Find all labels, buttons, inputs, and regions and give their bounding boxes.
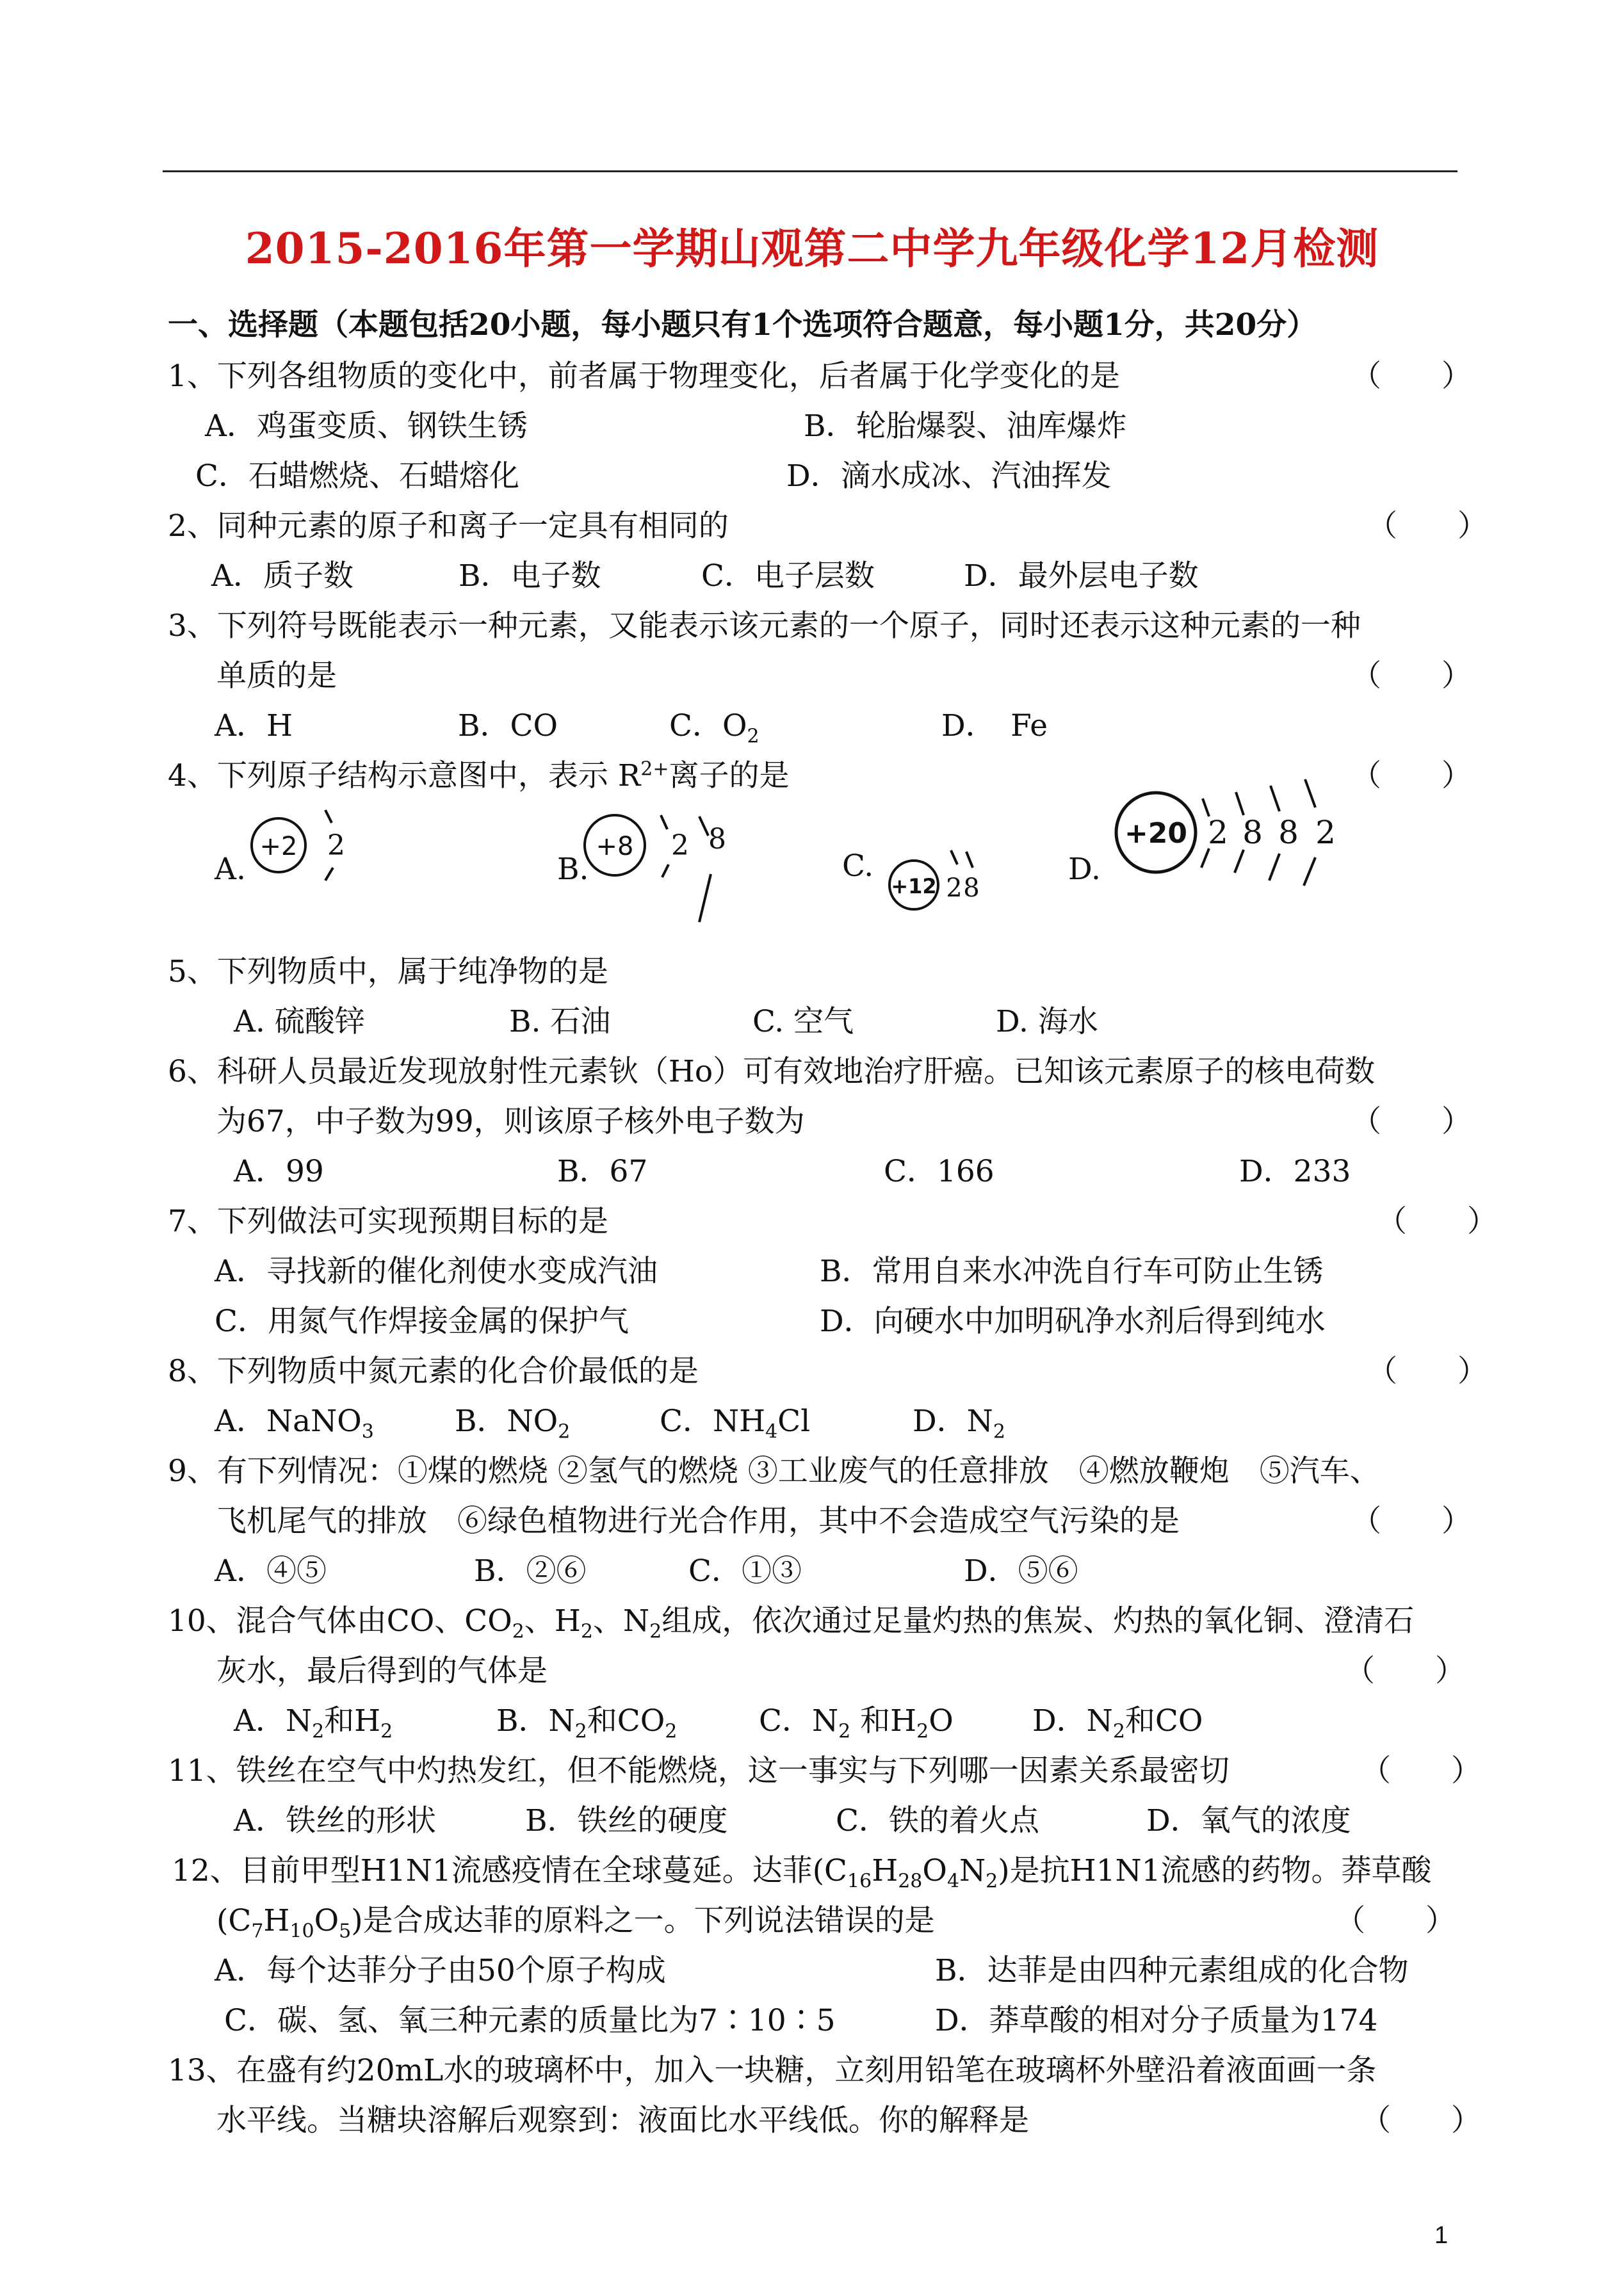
q12-option-d: D．莽草酸的相对分子质量为174 [935, 2003, 1378, 2038]
answer-bracket: （ ） [1351, 1504, 1472, 1539]
q12-option-c: C．碳、氢、氧三种元素的质量比为7∶10∶5 [224, 2003, 836, 2038]
question-7-stem: 7、下列做法可实现预期目标的是 [168, 1204, 608, 1239]
q10-option-b: B．$N_2$和$CO_2$ [496, 1703, 678, 1743]
answer-bracket: （ ） [1335, 1903, 1456, 1938]
q11-option-b: B．铁丝的硬度 [525, 1803, 728, 1838]
question-9-stem: 9、有下列情况：①煤的燃烧 ②氢气的燃烧 ③工业废气的任意排放 ④燃放鞭炮 ⑤汽车、 [168, 1454, 1380, 1489]
answer-bracket: （ ） [1351, 359, 1472, 394]
shell-electron-count: 2 [327, 829, 345, 862]
q6-option-a: A．99 [234, 1154, 324, 1189]
answer-bracket: （ ） [1361, 2103, 1481, 2138]
q12-option-a: A．每个达菲分子由50个原子构成 [215, 1953, 666, 1988]
q2-option-c: C．电子层数 [701, 558, 875, 594]
q1-option-d: D．滴水成冰、汽油挥发 [786, 458, 1112, 494]
q3-option-c: C．$O_2$ [669, 708, 759, 748]
q5-option-b: B. 石油 [509, 1004, 611, 1039]
q5-option-d: D. 海水 [996, 1004, 1098, 1039]
q12-option-b: B．达菲是由四种元素组成的化合物 [935, 1953, 1409, 1988]
question-5-stem: 5、下列物质中，属于纯净物的是 [168, 954, 608, 989]
answer-bracket: （ ） [1351, 1104, 1472, 1139]
shell-electron-count: 2 [1315, 814, 1336, 851]
question-4-stem: 4、下列原子结构示意图中，表示 $R^{2+}$离子的是 [168, 758, 790, 793]
nucleus-label: +12 [891, 874, 937, 898]
q2-option-a: A．质子数 [211, 558, 353, 594]
question-13-stem: 13、在盛有约20mL水的玻璃杯中，加入一块糖，立刻用铅笔在玻璃杯外壁沿着液面画一条 [168, 2053, 1377, 2088]
q7-option-d: D．向硬水中加明矾净水剂后得到纯水 [820, 1304, 1326, 1339]
q10-option-d: D．$N_2$和CO [1032, 1703, 1203, 1743]
question-12-stem-cont: $(C_7H_{10}O_5)$是合成达菲的原料之一。下列说法错误的是 [216, 1903, 935, 1943]
q3-option-b: B．CO [458, 708, 558, 743]
q8-option-a: A．NaNO$_3$ [215, 1404, 374, 1443]
question-1-stem: 1、下列各组物质的变化中，前者属于物理变化，后者属于化学变化的是 [168, 359, 1120, 394]
q1-option-a: A．鸡蛋变质、钢铁生锈 [205, 409, 528, 444]
question-10-stem: 10、混合气体由CO、$CO_2$、$H_2$、$N_2$组成，依次通过足量灼热的焦炭、灼热的氧化铜、澄清石 [168, 1603, 1415, 1643]
q4-option-d: D. [1068, 852, 1101, 887]
shell-electron-count: 8 [963, 873, 980, 903]
q1-option-c: C．石蜡燃烧、石蜡熔化 [195, 458, 519, 494]
q9-option-c: C．①③ [688, 1553, 802, 1589]
question-3-stem: 3、下列符号既能表示一种元素，又能表示该元素的一个原子，同时还表示这种元素的一种 [168, 608, 1361, 644]
q6-option-c: C．166 [884, 1154, 995, 1189]
q9-option-a: A．④⑤ [215, 1553, 327, 1589]
q7-option-b: B．常用自来水冲洗自行车可防止生锈 [820, 1254, 1324, 1289]
shell-electron-count: 2 [671, 829, 689, 862]
header-rule [163, 170, 1458, 172]
question-13-stem-cont: 水平线。当糖块溶解后观察到：液面比水平线低。你的解释是 [216, 2103, 1029, 2138]
q4-option-c: C. [842, 848, 874, 884]
page-title: 2015-2016年第一学期山观第二中学九年级化学12月检测 [245, 223, 1379, 273]
answer-bracket: （ ） [1367, 508, 1488, 544]
q11-option-c: C．铁的着火点 [836, 1803, 1039, 1838]
q3-option-a: A．H [215, 708, 293, 743]
question-12-stem: 12、目前甲型H1N1流感疫情在全球蔓延。达菲$(C_{16}H_{28}O_4N_2)$是抗H1N1流感的药物。莽草酸 [172, 1853, 1432, 1893]
q8-option-d: D．$N_2$ [913, 1404, 1005, 1443]
section-heading: 一、选择题（本题包括20小题，每小题只有1个选项符合题意，每小题1分，共20分） [168, 307, 1317, 343]
q10-option-a: A．$N_2$和$H_2$ [234, 1703, 393, 1743]
q8-option-b: B．$NO_2$ [455, 1404, 571, 1443]
answer-bracket: （ ） [1367, 1354, 1488, 1389]
q6-option-d: D．233 [1239, 1154, 1351, 1189]
nucleus-label: +8 [596, 832, 634, 861]
question-8-stem: 8、下列物质中氮元素的化合价最低的是 [168, 1354, 699, 1389]
q11-option-d: D．氧气的浓度 [1146, 1803, 1351, 1838]
q11-option-a: A．铁丝的形状 [234, 1803, 436, 1838]
shell-electron-count: 8 [708, 823, 726, 856]
q4-option-b: B. [557, 852, 589, 887]
question-10-stem-cont: 灰水，最后得到的气体是 [216, 1653, 548, 1689]
question-6-stem: 6、科研人员最近发现放射性元素钬（Ho）可有效地治疗肝癌。已知该元素原子的核电荷数 [168, 1054, 1376, 1089]
atom-diagram-a [250, 804, 365, 889]
question-2-stem: 2、同种元素的原子和离子一定具有相同的 [168, 508, 729, 544]
q2-option-b: B．电子数 [459, 558, 601, 594]
question-9-stem-cont: 飞机尾气的排放 ⑥绿色植物进行光合作用，其中不会造成空气污染的是 [216, 1504, 1180, 1539]
atom-diagram-b [583, 810, 736, 934]
answer-bracket: （ ） [1345, 1653, 1465, 1689]
q6-option-b: B．67 [557, 1154, 648, 1189]
answer-bracket: （ ） [1351, 658, 1472, 693]
q5-option-c: C. 空气 [752, 1004, 854, 1039]
q5-option-a: A. 硫酸锌 [234, 1004, 365, 1039]
q10-option-c: C．$N_2$ 和$H_2O$ [759, 1703, 954, 1743]
q3-option-d: D． Fe [941, 708, 1048, 743]
question-11-stem: 11、铁丝在空气中灼热发红，但不能燃烧，这一事实与下列哪一因素关系最密切 [168, 1753, 1230, 1788]
question-6-stem-cont: 为67，中子数为99，则该原子核外电子数为 [216, 1104, 805, 1139]
q2-option-d: D．最外层电子数 [964, 558, 1199, 594]
q9-option-d: D．⑤⑥ [964, 1553, 1078, 1589]
answer-bracket: （ ） [1351, 758, 1472, 793]
q9-option-b: B．②⑥ [474, 1553, 587, 1589]
q1-option-b: B．轮胎爆裂、油库爆炸 [804, 409, 1127, 444]
answer-bracket: （ ） [1361, 1753, 1481, 1788]
shell-electron-count: 2 [946, 873, 962, 903]
answer-bracket: （ ） [1377, 1204, 1497, 1239]
q8-option-c: C．$NH_4Cl$ [660, 1404, 811, 1443]
shell-electron-count: 2 [1208, 814, 1228, 851]
atom-diagram-d [1101, 772, 1358, 896]
nucleus-label: +20 [1124, 817, 1188, 850]
nucleus-label: +2 [259, 832, 298, 861]
page-number: 1 [1434, 2222, 1449, 2249]
q4-option-a: A. [215, 852, 246, 887]
shell-electron-count: 8 [1242, 814, 1263, 851]
question-3-stem-cont: 单质的是 [216, 658, 337, 693]
shell-electron-count: 8 [1278, 814, 1299, 851]
atom-diagram-c [887, 845, 989, 918]
q7-option-a: A．寻找新的催化剂使水变成汽油 [215, 1254, 658, 1289]
q7-option-c: C．用氮气作焊接金属的保护气 [215, 1304, 629, 1339]
